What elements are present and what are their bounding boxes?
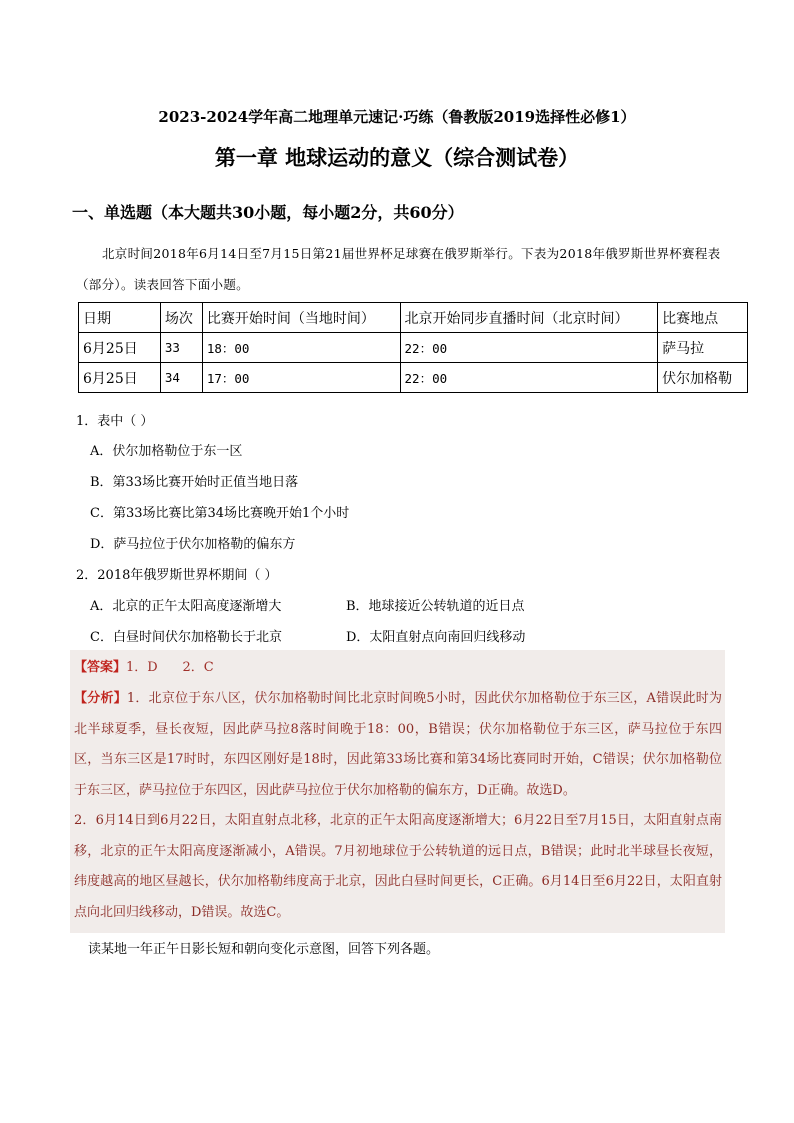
answer-text: 1．D 2．C (126, 660, 214, 675)
question-2-option-b: B．地球接近公转轨道的近日点 (346, 599, 525, 614)
next-question-intro: 读某地一年正午日影长短和朝向变化示意图，回答下列各题。 (88, 942, 440, 957)
table-row (79, 333, 748, 363)
section-heading: 一、单选题（本大题共30小题，每小题2分，共60分） (72, 203, 464, 222)
table-header-cell: 日期 (79, 303, 161, 333)
question-1-option-a: A．伏尔加格勒位于东一区 (90, 444, 243, 459)
table-header-cell: 北京开始同步直播时间（北京时间） (400, 303, 658, 333)
table-cell-beijing-time: 22：00 (400, 333, 658, 363)
question-2-option-d: D．太阳直射点向南回归线移动 (346, 630, 526, 645)
question-2-stem: 2．2018年俄罗斯世界杯期间（ ） (76, 568, 278, 583)
answer-tag: 【答案】 (74, 660, 127, 675)
chapter-title: 第一章 地球运动的意义（综合测试卷） (214, 145, 580, 170)
table-row (79, 363, 748, 393)
question-intro: 北京时间2018年6月14日至7月15日第21届世界杯足球赛在俄罗斯举行。下表为2018年俄罗斯世界杯赛程表（部分）。读表回答下面小题。 (76, 246, 721, 292)
analysis-paragraph-1 (74, 684, 722, 806)
question-2-option-c: C．白昼时间伏尔加格勒长于北京 (90, 630, 282, 645)
table-cell-venue: 萨马拉 (658, 333, 748, 363)
table-header-cell: 场次 (160, 303, 202, 333)
analysis-paragraph-2: 2．6月14日到6月22日，太阳直射点北移，北京的正午太阳高度逐渐增大；6月22日至7月15日，太阳直射点南移，北京的正午太阳高度逐渐减小，A错误。7月初地球位于公转轨道的远日点，B错误；此时北半球昼长夜短，纬度越高的地区昼越长，伏尔加格勒纬度高于北京，因此白昼时间更长，C正确。6月14日至6月22日，太阳直射点向北回归线移动，D错误。故选C。 (74, 813, 722, 920)
question-1-option-c: C．第33场比赛比第34场比赛晚开始1个小时 (90, 506, 350, 521)
analysis-block (74, 684, 722, 928)
table-cell-match: 33 (160, 333, 202, 363)
question-2-option-a: A．北京的正午太阳高度逐渐增大 (90, 599, 282, 614)
question-1-stem: 1．表中（ ） (76, 414, 154, 429)
answer-line (74, 656, 214, 675)
analysis-text-1: 1．北京位于东八区，伏尔加格勒时间比北京时间晚5小时，因此伏尔加格勒位于东三区，A错误此时为北半球夏季，昼长夜短，因此萨马拉8落时间晚于18：00，B错误；伏尔加格勒位于东三区，萨马拉位于东四区，当东三区是17时时，东四区刚好是18时，因此第33场比赛和第34场比赛同时开始，C错误；伏尔加格勒位于东三区，萨马拉位于东四区，因此萨马拉位于伏尔加格勒的偏东方，D正确。故选D。 (74, 691, 722, 798)
table-header-row (79, 303, 748, 333)
table-header-cell: 比赛地点 (658, 303, 748, 333)
table-cell-local-time: 17：00 (202, 363, 400, 393)
table-cell-date: 6月25日 (79, 363, 161, 393)
question-1-option-d: D．萨马拉位于伏尔加格勒的偏东方 (90, 537, 296, 552)
table-cell-venue: 伏尔加格勒 (658, 363, 748, 393)
schedule-table (78, 302, 748, 393)
analysis-tag: 【分析】 (74, 691, 127, 706)
table-header-cell: 比赛开始时间（当地时间） (202, 303, 400, 333)
document-subtitle: 2023-2024学年高二地理单元速记·巧练（鲁教版2019选择性必修1） (158, 108, 636, 126)
table-cell-date: 6月25日 (79, 333, 161, 363)
table-cell-local-time: 18：00 (202, 333, 400, 363)
table-cell-match: 34 (160, 363, 202, 393)
table-cell-beijing-time: 22：00 (400, 363, 658, 393)
question-1-option-b: B．第33场比赛开始时正值当地日落 (90, 475, 299, 490)
